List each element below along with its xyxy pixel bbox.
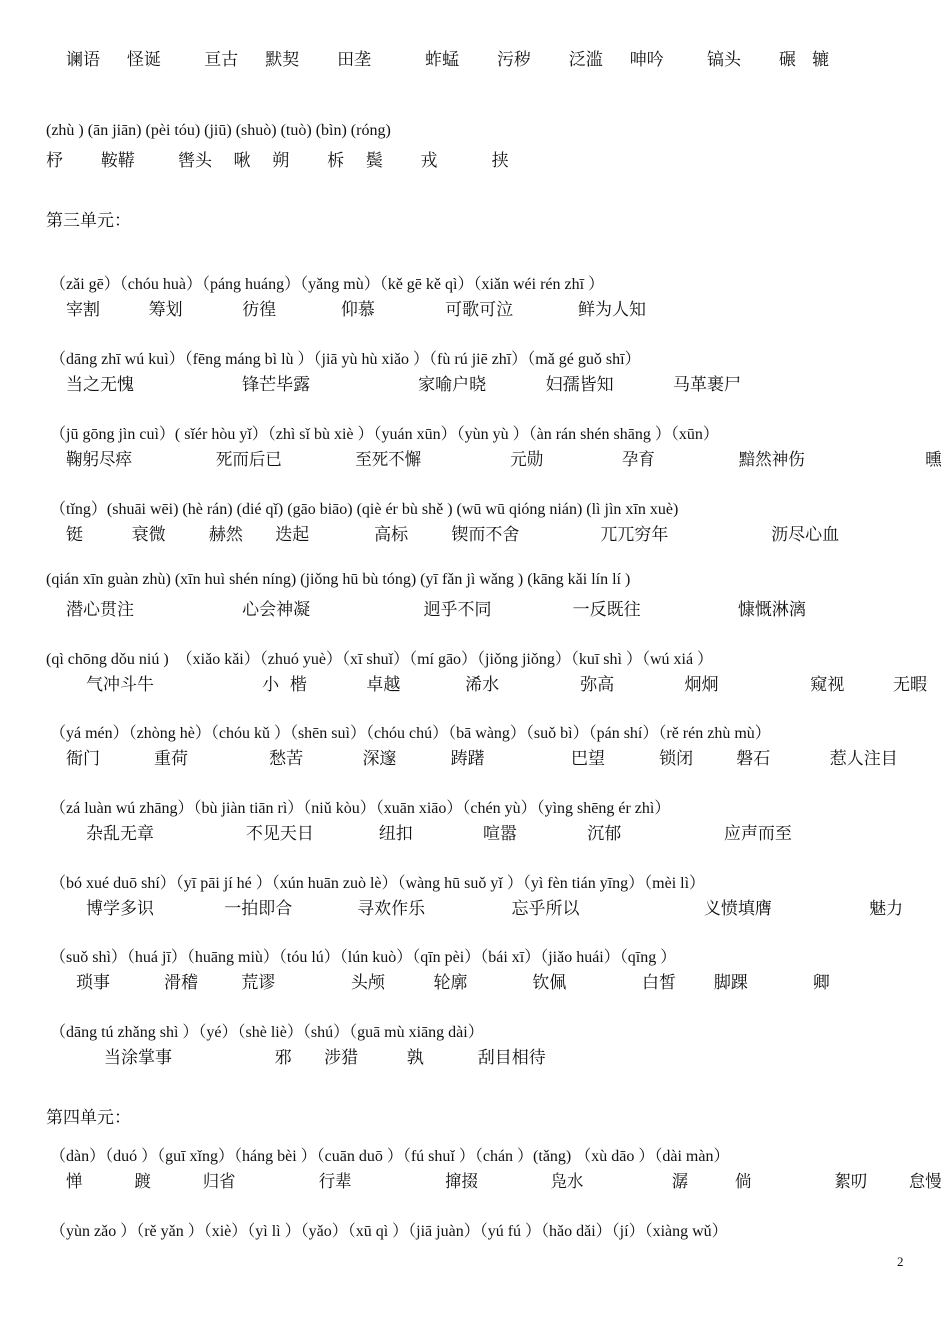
pinyin-row: （dāng zhī wú kuì）（fēng máng bì lù ）（jiā yù hù xiǎo ）（fù rú jiē zhī）（mǎ gé guǒ shī） bbox=[50, 351, 641, 368]
hanzi-row: 鞠躬尽瘁 死而后已 至死不懈 元勋 孕育 黯然神伤 曛 bbox=[66, 450, 942, 470]
section-heading-unit-4: 第四单元： bbox=[46, 1108, 131, 1128]
pinyin-row: （zá luàn wú zhāng）（bù jiàn tiān rì）（niǔ kòu）（xuān xiāo）（chén yù）（yìng shēng ér zhì） bbox=[50, 800, 671, 817]
pinyin-row: (qì chōng dǒu niú ) （xiǎo kǎi）（zhuó yuè）（xī shuǐ）（mí gāo）（jiǒng jiǒng）（kuī shì ）（wú xiá ） bbox=[46, 651, 714, 668]
hanzi-row: 琐事 滑稽 荒谬 头颅 轮廓 钦佩 白皙 脚踝 卿 bbox=[76, 973, 830, 993]
hanzi-row: 杂乱无章 不见天日 纽扣 喧嚣 沉郁 应声而至 bbox=[86, 824, 792, 844]
hanzi-row: 惮 踱 归省 行辈 撺掇 凫水 潺 倘 絮叨 怠慢 bbox=[66, 1172, 942, 1192]
hanzi-row: 博学多识 一拍即合 寻欢作乐 忘乎所以 义愤填膺 魅力 bbox=[86, 899, 904, 919]
pinyin-row: (qián xīn guàn zhù) (xīn huì shén níng) (jiǒng hū bù tóng) (yī fǎn jì wǎng ) (kāng kǎi lín lí ) bbox=[46, 571, 631, 588]
pinyin-row: （yá mén）（zhòng hè）（chóu kǔ ）（shēn suì）（chóu chú）（bā wàng）（suǒ bì）（pán shí）（rě rén zhù mù） bbox=[50, 725, 771, 742]
pinyin-row: （dāng tú zhǎng shì ）（yé）（shè liè）（shú）（guā mù xiāng dài） bbox=[50, 1024, 484, 1041]
pinyin-row: （yùn zǎo ）（rě yǎn ）（xiè）（yì lì ）（yǎo）（xū qì ）（jiā juàn）（yú fú ）（hǎo dǎi）（jí）（xiàng wǔ） bbox=[50, 1223, 728, 1240]
pinyin-row: (zhù ) (ān jiān) (pèi tóu) (jiū) (shuò) (tuò) (bìn) (róng) bbox=[46, 122, 391, 139]
pinyin-row: （tǐng）(shuāi wēi) (hè rán) (dié qǐ) (gāo biāo) (qiè ér bù shě ) (wū wū qióng nián) (lì jìn xīn xuè) bbox=[50, 501, 679, 518]
pinyin-row: （suǒ shì）（huá jī）（huāng miù）（tóu lú）（lún kuò）（qīn pèi）（bái xī）（jiǎo huái）（qīng ） bbox=[50, 949, 677, 966]
hanzi-row: 当之无愧 锋芒毕露 家喻户晓 妇孺皆知 马革裹尸 bbox=[66, 375, 742, 395]
section-heading-unit-3: 第三单元： bbox=[46, 211, 131, 231]
pinyin-row: （zǎi gē）（chóu huà）（páng huáng）（yǎng mù）（kě gē kě qì）（xiǎn wéi rén zhī ） bbox=[50, 276, 605, 293]
pinyin-row: （jū gōng jìn cuì）( sǐér hòu yǐ）（zhì sǐ bù xiè ）（yuán xūn）（yùn yù ）（àn rán shén shāng ）（xūn） bbox=[50, 426, 719, 443]
hanzi-row: 潜心贯注 心会神凝 迥乎不同 一反既往 慷慨淋漓 bbox=[66, 600, 806, 620]
hanzi-row: 杼 鞍鞯 辔头 啾 朔 柝 鬓 戎 挟 bbox=[46, 151, 509, 171]
pinyin-row: （dàn）（duó ）（guī xǐng）（háng bèi ）（cuān duō ）（fú shuǐ ）（chán ）(tǎng) （xù dāo ）（dài màn） bbox=[50, 1148, 730, 1165]
page-number: 2 bbox=[897, 1254, 904, 1269]
hanzi-row: 宰割 筹划 彷徨 仰慕 可歌可泣 鲜为人知 bbox=[66, 300, 647, 320]
hanzi-row: 铤 衰微 赫然 迭起 高标 锲而不舍 兀兀穷年 沥尽心血 bbox=[66, 525, 840, 545]
pinyin-row: （bó xué duō shí）（yī pāi jí hé ）（xún huān zuò lè）（wàng hū suǒ yǐ ）（yì fèn tián yīng）（mèi lì） bbox=[50, 875, 706, 892]
hanzi-row: 谰语 怪诞 亘古 默契 田垄 蚱蜢 污秽 泛滥 呻吟 镐头 碾 辘 bbox=[66, 50, 830, 70]
hanzi-row: 衙门 重荷 愁苦 深邃 踌躇 巴望 锁闭 磐石 惹人注目 bbox=[66, 749, 898, 769]
hanzi-row: 气冲斗牛 小 楷 卓越 浠水 弥高 炯炯 窥视 无暇 bbox=[86, 675, 927, 695]
hanzi-row: 当涂掌事 邪 涉猎 孰 刮目相待 bbox=[104, 1048, 546, 1068]
